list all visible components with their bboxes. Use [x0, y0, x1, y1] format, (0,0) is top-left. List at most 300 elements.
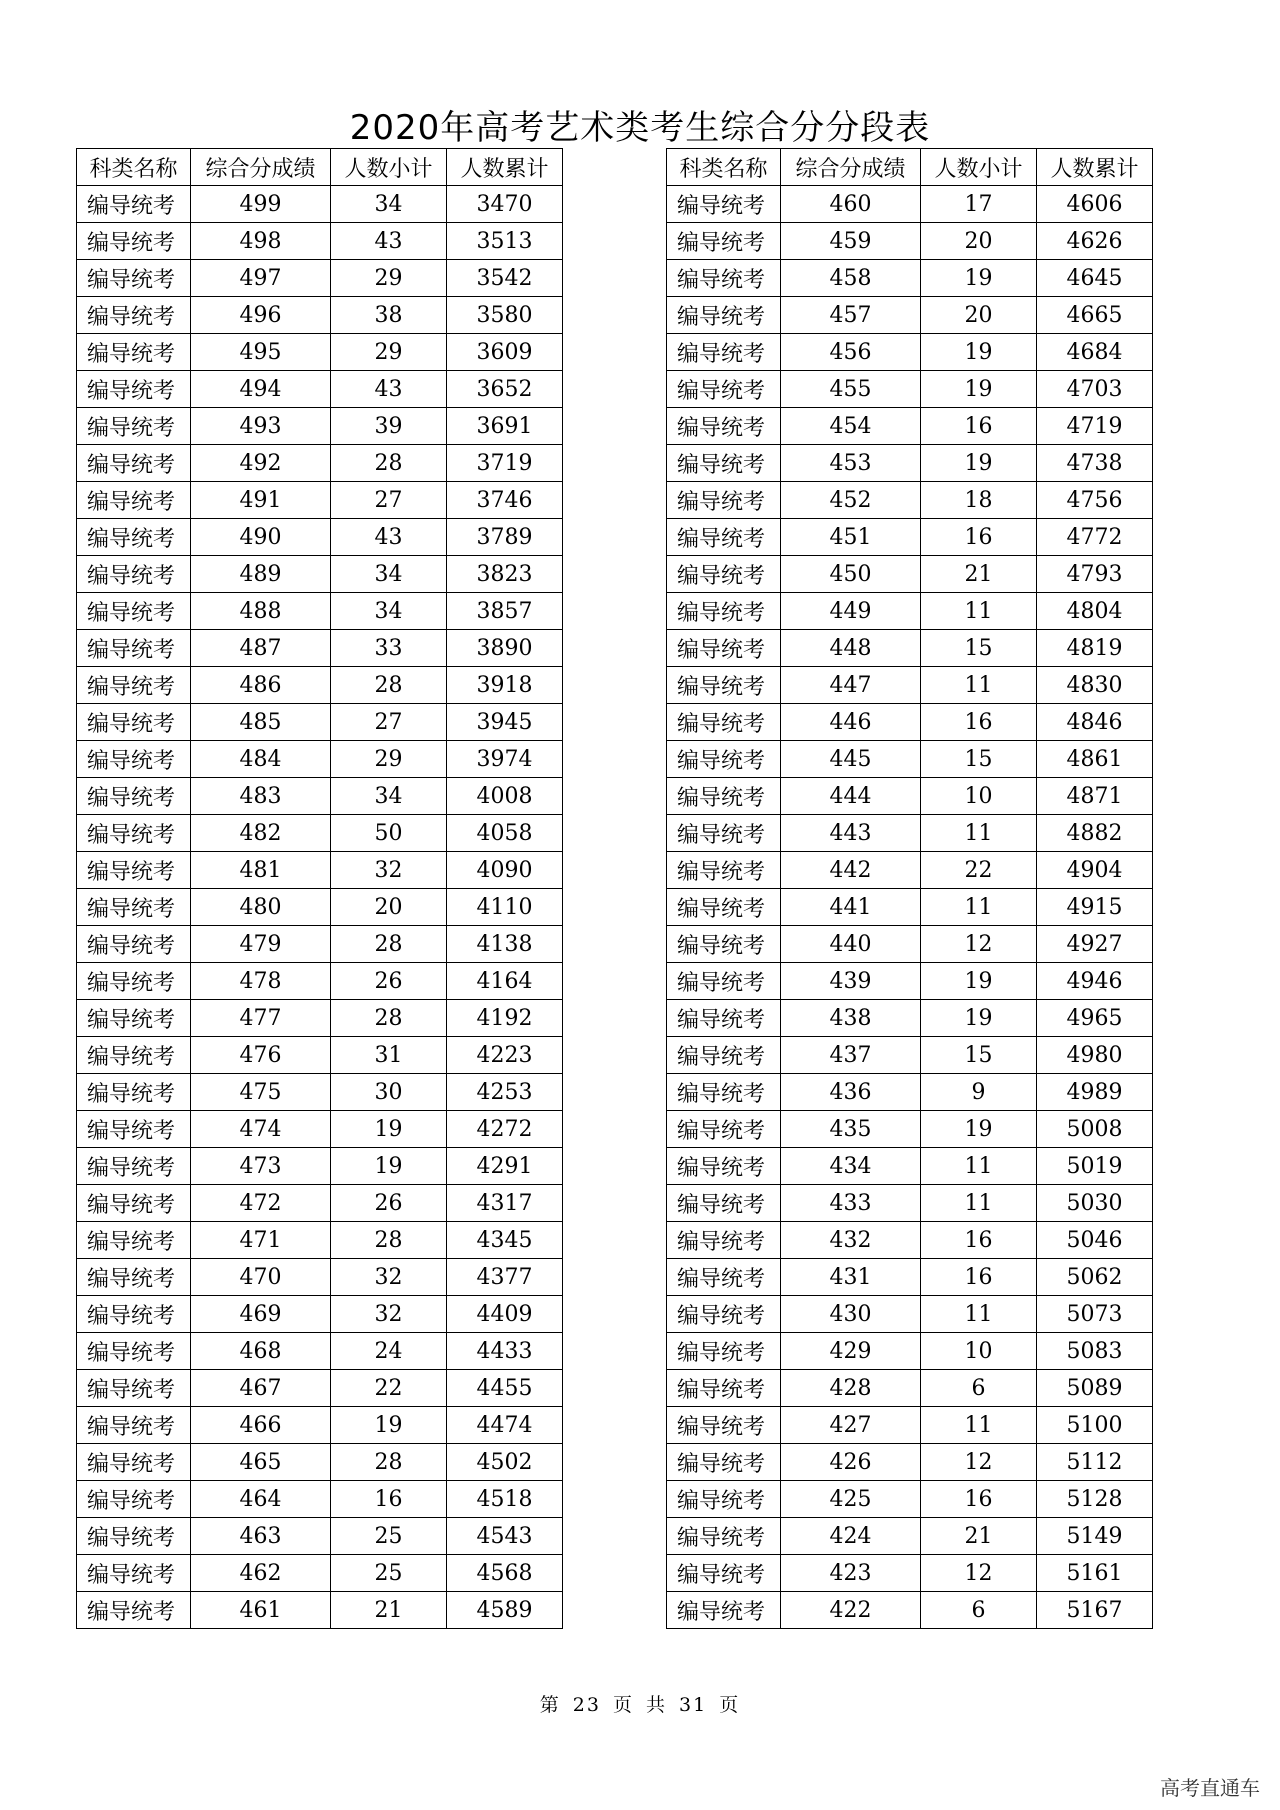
- table-row: [77, 1185, 563, 1222]
- cell-category: 编导统考: [667, 482, 781, 519]
- table-row: [77, 223, 563, 260]
- cell-score: 467: [191, 1370, 331, 1407]
- cell-category: 编导统考: [77, 815, 191, 852]
- table-row: [667, 926, 1153, 963]
- cell-category: 编导统考: [667, 260, 781, 297]
- cell-score: 448: [781, 630, 921, 667]
- cell-category: 编导统考: [667, 778, 781, 815]
- footer-total-pages: 31: [679, 1694, 708, 1716]
- cell-count: 32: [331, 852, 447, 889]
- cell-count: 34: [331, 556, 447, 593]
- cell-count: 26: [331, 1185, 447, 1222]
- cell-score: 466: [191, 1407, 331, 1444]
- table-row: [77, 1518, 563, 1555]
- table-row: [77, 1296, 563, 1333]
- footer-page-label-2: 页: [719, 1694, 741, 1716]
- header-cumulative: 人数累计: [447, 149, 563, 186]
- table-row: [667, 334, 1153, 371]
- cell-cumulative: 4946: [1037, 963, 1153, 1000]
- cell-score: 492: [191, 445, 331, 482]
- cell-score: 439: [781, 963, 921, 1000]
- table-row: [77, 371, 563, 408]
- cell-count: 28: [331, 1222, 447, 1259]
- table-row: [77, 482, 563, 519]
- cell-category: 编导统考: [77, 1592, 191, 1629]
- cell-count: 29: [331, 260, 447, 297]
- cell-count: 27: [331, 482, 447, 519]
- table-row: [667, 667, 1153, 704]
- table-row: [667, 889, 1153, 926]
- header-category: 科类名称: [77, 149, 191, 186]
- cell-count: 25: [331, 1555, 447, 1592]
- cell-cumulative: 3691: [447, 408, 563, 445]
- cell-count: 12: [921, 926, 1037, 963]
- cell-category: 编导统考: [667, 963, 781, 1000]
- cell-score: 430: [781, 1296, 921, 1333]
- cell-cumulative: 5161: [1037, 1555, 1153, 1592]
- cell-cumulative: 4665: [1037, 297, 1153, 334]
- table-row: [77, 334, 563, 371]
- cell-category: 编导统考: [77, 556, 191, 593]
- cell-category: 编导统考: [77, 445, 191, 482]
- cell-score: 499: [191, 186, 331, 223]
- cell-category: 编导统考: [667, 1222, 781, 1259]
- cell-count: 11: [921, 1148, 1037, 1185]
- cell-cumulative: 5089: [1037, 1370, 1153, 1407]
- header-score: 综合分成绩: [781, 149, 921, 186]
- cell-count: 20: [331, 889, 447, 926]
- cell-category: 编导统考: [667, 630, 781, 667]
- score-table-right: [666, 148, 1153, 1629]
- cell-cumulative: 4804: [1037, 593, 1153, 630]
- cell-cumulative: 4090: [447, 852, 563, 889]
- cell-category: 编导统考: [667, 852, 781, 889]
- cell-cumulative: 4645: [1037, 260, 1153, 297]
- cell-category: 编导统考: [667, 1592, 781, 1629]
- table-row: [77, 1222, 563, 1259]
- table-row: [667, 963, 1153, 1000]
- cell-count: 10: [921, 1333, 1037, 1370]
- cell-count: 24: [331, 1333, 447, 1370]
- cell-score: 433: [781, 1185, 921, 1222]
- watermark: 高考直通车: [1160, 1776, 1260, 1800]
- cell-score: 476: [191, 1037, 331, 1074]
- table-row: [77, 593, 563, 630]
- cell-cumulative: 5149: [1037, 1518, 1153, 1555]
- table-row: [667, 297, 1153, 334]
- header-count: 人数小计: [331, 149, 447, 186]
- cell-cumulative: 4965: [1037, 1000, 1153, 1037]
- cell-category: 编导统考: [667, 741, 781, 778]
- cell-category: 编导统考: [667, 889, 781, 926]
- cell-category: 编导统考: [77, 1407, 191, 1444]
- cell-count: 9: [921, 1074, 1037, 1111]
- cell-category: 编导统考: [667, 1148, 781, 1185]
- cell-category: 编导统考: [77, 852, 191, 889]
- cell-score: 481: [191, 852, 331, 889]
- cell-score: 483: [191, 778, 331, 815]
- cell-score: 444: [781, 778, 921, 815]
- cell-score: 449: [781, 593, 921, 630]
- cell-count: 19: [921, 334, 1037, 371]
- cell-count: 19: [331, 1407, 447, 1444]
- cell-category: 编导统考: [667, 593, 781, 630]
- cell-category: 编导统考: [667, 1370, 781, 1407]
- table-row: [77, 741, 563, 778]
- cell-score: 494: [191, 371, 331, 408]
- cell-cumulative: 3719: [447, 445, 563, 482]
- cell-category: 编导统考: [667, 1074, 781, 1111]
- cell-count: 16: [331, 1481, 447, 1518]
- cell-score: 460: [781, 186, 921, 223]
- cell-category: 编导统考: [77, 1296, 191, 1333]
- cell-count: 20: [921, 223, 1037, 260]
- table-row: [667, 260, 1153, 297]
- footer-prefix: 第: [539, 1694, 561, 1716]
- cell-score: 452: [781, 482, 921, 519]
- cell-cumulative: 4008: [447, 778, 563, 815]
- cell-count: 21: [331, 1592, 447, 1629]
- cell-score: 496: [191, 297, 331, 334]
- cell-cumulative: 4819: [1037, 630, 1153, 667]
- cell-count: 15: [921, 741, 1037, 778]
- cell-category: 编导统考: [77, 778, 191, 815]
- cell-cumulative: 5083: [1037, 1333, 1153, 1370]
- cell-cumulative: 5073: [1037, 1296, 1153, 1333]
- table-row: [77, 852, 563, 889]
- table-row: [77, 1259, 563, 1296]
- cell-count: 26: [331, 963, 447, 1000]
- table-row: [667, 482, 1153, 519]
- cell-score: 485: [191, 704, 331, 741]
- table-row: [667, 1333, 1153, 1370]
- cell-category: 编导统考: [77, 408, 191, 445]
- cell-cumulative: 4772: [1037, 519, 1153, 556]
- cell-category: 编导统考: [667, 926, 781, 963]
- cell-category: 编导统考: [77, 482, 191, 519]
- cell-score: 457: [781, 297, 921, 334]
- cell-count: 11: [921, 667, 1037, 704]
- cell-category: 编导统考: [667, 815, 781, 852]
- cell-cumulative: 5046: [1037, 1222, 1153, 1259]
- cell-cumulative: 4192: [447, 1000, 563, 1037]
- cell-category: 编导统考: [77, 889, 191, 926]
- cell-count: 11: [921, 1185, 1037, 1222]
- cell-cumulative: 3857: [447, 593, 563, 630]
- cell-category: 编导统考: [667, 371, 781, 408]
- cell-score: 445: [781, 741, 921, 778]
- cell-cumulative: 5019: [1037, 1148, 1153, 1185]
- cell-score: 487: [191, 630, 331, 667]
- table-row: [77, 926, 563, 963]
- table-row: [667, 1148, 1153, 1185]
- cell-score: 434: [781, 1148, 921, 1185]
- cell-category: 编导统考: [77, 260, 191, 297]
- table-row: [667, 1037, 1153, 1074]
- cell-cumulative: 3746: [447, 482, 563, 519]
- cell-cumulative: 5008: [1037, 1111, 1153, 1148]
- cell-count: 22: [331, 1370, 447, 1407]
- cell-cumulative: 3918: [447, 667, 563, 704]
- cell-count: 27: [331, 704, 447, 741]
- table-row: [77, 1074, 563, 1111]
- cell-cumulative: 4904: [1037, 852, 1153, 889]
- cell-category: 编导统考: [77, 334, 191, 371]
- cell-cumulative: 4626: [1037, 223, 1153, 260]
- table-row: [77, 1148, 563, 1185]
- cell-category: 编导统考: [667, 297, 781, 334]
- cell-score: 451: [781, 519, 921, 556]
- table-row: [667, 1407, 1153, 1444]
- cell-count: 34: [331, 186, 447, 223]
- cell-score: 497: [191, 260, 331, 297]
- cell-score: 455: [781, 371, 921, 408]
- cell-count: 25: [331, 1518, 447, 1555]
- cell-cumulative: 3890: [447, 630, 563, 667]
- cell-category: 编导统考: [77, 1481, 191, 1518]
- cell-category: 编导统考: [77, 593, 191, 630]
- cell-count: 16: [921, 704, 1037, 741]
- cell-score: 424: [781, 1518, 921, 1555]
- cell-count: 16: [921, 519, 1037, 556]
- cell-count: 29: [331, 741, 447, 778]
- table-row: [667, 556, 1153, 593]
- table-row: [667, 519, 1153, 556]
- cell-category: 编导统考: [77, 1259, 191, 1296]
- cell-category: 编导统考: [667, 1518, 781, 1555]
- cell-category: 编导统考: [77, 741, 191, 778]
- cell-cumulative: 4543: [447, 1518, 563, 1555]
- cell-count: 15: [921, 630, 1037, 667]
- cell-cumulative: 4871: [1037, 778, 1153, 815]
- cell-score: 450: [781, 556, 921, 593]
- table-row: [77, 1000, 563, 1037]
- table-row: [77, 889, 563, 926]
- cell-category: 编导统考: [77, 223, 191, 260]
- table-row: [667, 223, 1153, 260]
- cell-score: 431: [781, 1259, 921, 1296]
- table-row: [77, 1370, 563, 1407]
- table-row: [667, 408, 1153, 445]
- cell-category: 编导统考: [77, 519, 191, 556]
- cell-cumulative: 4568: [447, 1555, 563, 1592]
- cell-score: 423: [781, 1555, 921, 1592]
- cell-count: 22: [921, 852, 1037, 889]
- table-header-row: [667, 149, 1153, 186]
- cell-count: 16: [921, 408, 1037, 445]
- table-row: [667, 1444, 1153, 1481]
- cell-cumulative: 4756: [1037, 482, 1153, 519]
- cell-count: 19: [921, 963, 1037, 1000]
- cell-cumulative: 4291: [447, 1148, 563, 1185]
- cell-category: 编导统考: [77, 1037, 191, 1074]
- cell-score: 462: [191, 1555, 331, 1592]
- cell-category: 编导统考: [77, 1370, 191, 1407]
- cell-score: 475: [191, 1074, 331, 1111]
- table-row: [667, 186, 1153, 223]
- cell-cumulative: 4345: [447, 1222, 563, 1259]
- cell-score: 473: [191, 1148, 331, 1185]
- cell-count: 28: [331, 1444, 447, 1481]
- cell-count: 12: [921, 1555, 1037, 1592]
- cell-score: 453: [781, 445, 921, 482]
- cell-category: 编导统考: [77, 963, 191, 1000]
- cell-count: 11: [921, 815, 1037, 852]
- cell-cumulative: 5062: [1037, 1259, 1153, 1296]
- cell-cumulative: 4138: [447, 926, 563, 963]
- cell-count: 28: [331, 1000, 447, 1037]
- cell-count: 39: [331, 408, 447, 445]
- header-cumulative: 人数累计: [1037, 149, 1153, 186]
- table-row: [77, 1592, 563, 1629]
- cell-count: 32: [331, 1259, 447, 1296]
- cell-score: 426: [781, 1444, 921, 1481]
- cell-cumulative: 3470: [447, 186, 563, 223]
- cell-cumulative: 5128: [1037, 1481, 1153, 1518]
- cell-count: 19: [921, 260, 1037, 297]
- header-score: 综合分成绩: [191, 149, 331, 186]
- table-row: [77, 667, 563, 704]
- table-row: [667, 1481, 1153, 1518]
- table-row: [667, 1074, 1153, 1111]
- cell-score: 422: [781, 1592, 921, 1629]
- table-row: [77, 445, 563, 482]
- cell-count: 11: [921, 1407, 1037, 1444]
- table-row: [667, 445, 1153, 482]
- cell-count: 6: [921, 1592, 1037, 1629]
- cell-category: 编导统考: [667, 223, 781, 260]
- table-row: [77, 1111, 563, 1148]
- table-row: [667, 630, 1153, 667]
- cell-count: 43: [331, 223, 447, 260]
- cell-cumulative: 4684: [1037, 334, 1153, 371]
- cell-score: 443: [781, 815, 921, 852]
- cell-score: 479: [191, 926, 331, 963]
- cell-category: 编导统考: [77, 1518, 191, 1555]
- cell-score: 471: [191, 1222, 331, 1259]
- cell-score: 454: [781, 408, 921, 445]
- table-row: [77, 519, 563, 556]
- cell-cumulative: 3609: [447, 334, 563, 371]
- cell-score: 441: [781, 889, 921, 926]
- cell-cumulative: 4433: [447, 1333, 563, 1370]
- cell-count: 34: [331, 593, 447, 630]
- cell-count: 32: [331, 1296, 447, 1333]
- footer-current-page: 23: [572, 1694, 601, 1716]
- cell-score: 482: [191, 815, 331, 852]
- cell-cumulative: 3652: [447, 371, 563, 408]
- cell-count: 19: [921, 445, 1037, 482]
- table-row: [667, 1296, 1153, 1333]
- cell-category: 编导统考: [77, 1148, 191, 1185]
- table-row: [667, 593, 1153, 630]
- cell-category: 编导统考: [77, 926, 191, 963]
- table-row: [667, 1592, 1153, 1629]
- cell-category: 编导统考: [667, 1333, 781, 1370]
- cell-count: 28: [331, 445, 447, 482]
- cell-cumulative: 4110: [447, 889, 563, 926]
- cell-count: 30: [331, 1074, 447, 1111]
- cell-category: 编导统考: [667, 1000, 781, 1037]
- cell-score: 472: [191, 1185, 331, 1222]
- cell-cumulative: 4846: [1037, 704, 1153, 741]
- cell-cumulative: 3974: [447, 741, 563, 778]
- cell-count: 19: [921, 371, 1037, 408]
- table-row: [667, 1185, 1153, 1222]
- cell-count: 12: [921, 1444, 1037, 1481]
- cell-cumulative: 3823: [447, 556, 563, 593]
- cell-category: 编导统考: [667, 1296, 781, 1333]
- cell-cumulative: 4164: [447, 963, 563, 1000]
- cell-count: 38: [331, 297, 447, 334]
- cell-category: 编导统考: [667, 667, 781, 704]
- cell-score: 495: [191, 334, 331, 371]
- cell-score: 477: [191, 1000, 331, 1037]
- cell-score: 490: [191, 519, 331, 556]
- cell-count: 11: [921, 593, 1037, 630]
- cell-count: 29: [331, 334, 447, 371]
- cell-cumulative: 5112: [1037, 1444, 1153, 1481]
- cell-cumulative: 4272: [447, 1111, 563, 1148]
- cell-category: 编导统考: [77, 1333, 191, 1370]
- cell-category: 编导统考: [77, 1222, 191, 1259]
- cell-score: 435: [781, 1111, 921, 1148]
- table-row: [77, 556, 563, 593]
- cell-score: 447: [781, 667, 921, 704]
- cell-category: 编导统考: [77, 667, 191, 704]
- cell-score: 437: [781, 1037, 921, 1074]
- table-row: [667, 371, 1153, 408]
- cell-category: 编导统考: [77, 186, 191, 223]
- page-title: 2020年高考艺术类考生综合分分段表: [349, 108, 931, 148]
- cell-category: 编导统考: [77, 1074, 191, 1111]
- cell-category: 编导统考: [667, 1037, 781, 1074]
- cell-count: 10: [921, 778, 1037, 815]
- cell-cumulative: 3789: [447, 519, 563, 556]
- table-row: [667, 1518, 1153, 1555]
- cell-cumulative: 4927: [1037, 926, 1153, 963]
- cell-category: 编导统考: [667, 408, 781, 445]
- table-row: [77, 1407, 563, 1444]
- table-row: [667, 778, 1153, 815]
- cell-cumulative: 3513: [447, 223, 563, 260]
- cell-score: 489: [191, 556, 331, 593]
- table-row: [77, 963, 563, 1000]
- cell-count: 21: [921, 1518, 1037, 1555]
- table-row: [77, 815, 563, 852]
- cell-cumulative: 3580: [447, 297, 563, 334]
- table-row: [77, 297, 563, 334]
- cell-count: 21: [921, 556, 1037, 593]
- table-row: [667, 741, 1153, 778]
- cell-score: 463: [191, 1518, 331, 1555]
- cell-count: 11: [921, 1296, 1037, 1333]
- cell-count: 43: [331, 371, 447, 408]
- cell-category: 编导统考: [667, 1111, 781, 1148]
- cell-category: 编导统考: [667, 445, 781, 482]
- table-row: [77, 1333, 563, 1370]
- cell-cumulative: 4793: [1037, 556, 1153, 593]
- cell-cumulative: 4830: [1037, 667, 1153, 704]
- table-row: [77, 1555, 563, 1592]
- cell-cumulative: 4474: [447, 1407, 563, 1444]
- table-row: [77, 778, 563, 815]
- cell-cumulative: 4980: [1037, 1037, 1153, 1074]
- table-row: [667, 1370, 1153, 1407]
- cell-score: 429: [781, 1333, 921, 1370]
- table-header-row: [77, 149, 563, 186]
- table-row: [77, 1481, 563, 1518]
